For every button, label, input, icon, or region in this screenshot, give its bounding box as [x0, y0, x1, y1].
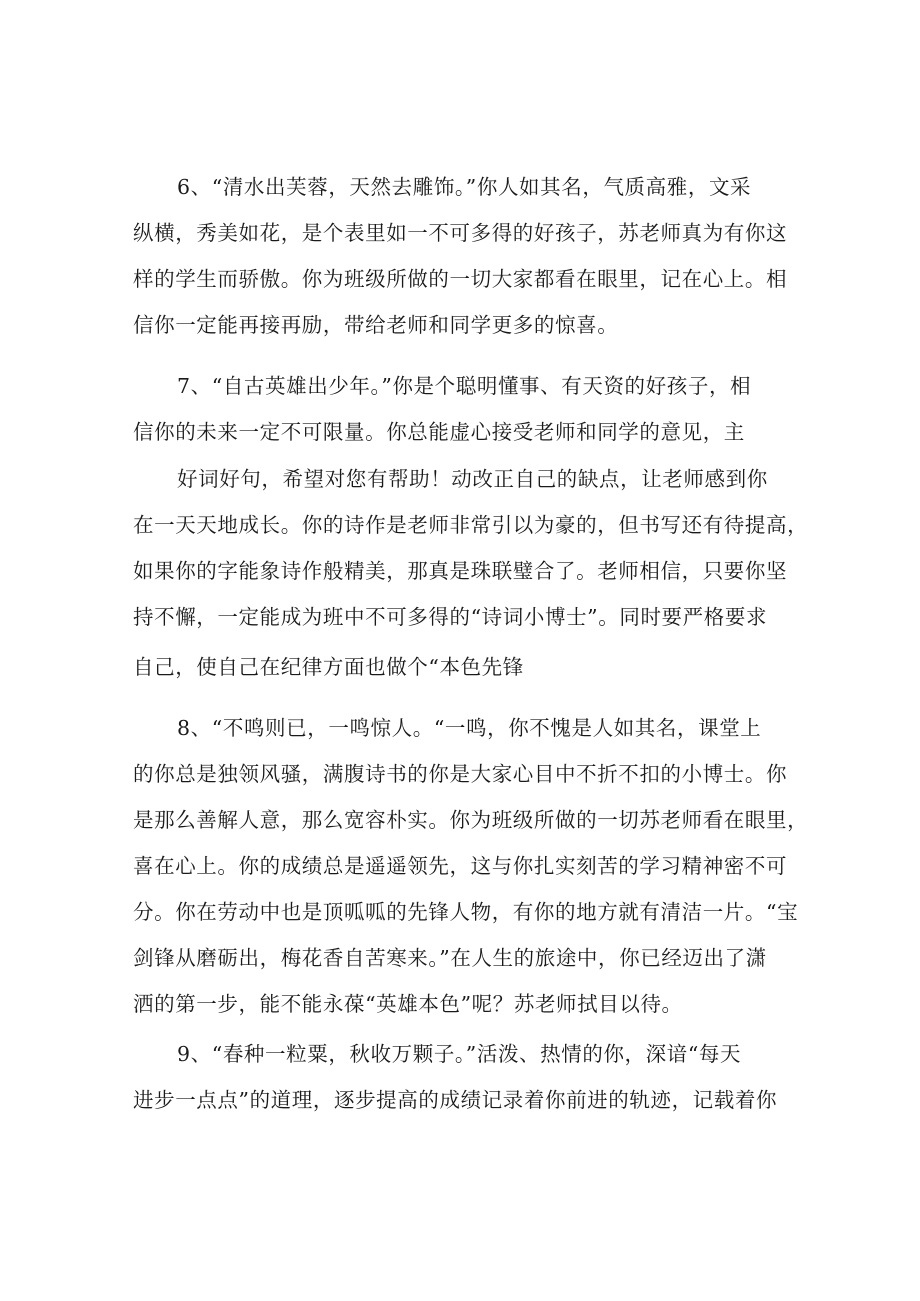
paragraph-9-line-1: 9、“春种一粒粟，秋收万颗子。”活泼、热情的你，深谙“每天 — [177, 1042, 742, 1066]
paragraph-7-line-2: 信你的未来一定不可限量。你总能虚心接受老师和同学的意见，主 — [133, 420, 745, 444]
paragraph-7b-line-3: 如果你的字能象诗作般精美，那真是珠联璧合了。老师相信，只要你坚 — [133, 559, 788, 583]
paragraph-7-line-1: 7、“自古英雄出少年。”你是个聪明懂事、有天资的好孩子，相 — [177, 374, 752, 398]
paragraph-9-line-2: 进步一点点”的道理，逐步提高的成绩记录着你前进的轨迹，记载着你 — [133, 1088, 778, 1112]
paragraph-8-line-4: 喜在心上。你的成绩总是遥遥领先，这与你扎实刻苦的学习精神密不可 — [133, 854, 788, 878]
paragraph-7b-line-4: 持不懈，一定能成为班中不可多得的“诗词小博士”。同时要严格要求 — [133, 605, 768, 629]
paragraph-7b-line-1: 好词好句，希望对您有帮助！动改正自己的缺点，让老师感到你 — [177, 467, 768, 491]
paragraph-7b-line-5: 自己，使自己在纪律方面也做个“本色先锋 — [133, 655, 524, 679]
paragraph-8-line-6: 剑锋从磨砺出，梅花香自苦寒来。”在人生的旅途中，你已经迈出了潇 — [133, 946, 767, 970]
paragraph-6-line-3: 样的学生而骄傲。你为班级所做的一切大家都看在眼里，记在心上。相 — [133, 267, 788, 291]
paragraph-6-line-2: 纵横，秀美如花，是个表里如一不可多得的好孩子，苏老师真为有你这 — [133, 221, 788, 245]
paragraph-8-line-2: 的你总是独领风骚，满腹诗书的你是大家心目中不折不扣的小博士。你 — [133, 762, 788, 786]
paragraph-8-line-7: 洒的第一步，能不能永葆“英雄本色”呢？苏老师拭目以待。 — [133, 992, 683, 1016]
paragraph-8-line-1: 8、“不鸣则已，一鸣惊人。“一鸣，你不愧是人如其名，课堂上 — [177, 716, 762, 740]
paragraph-8-line-3: 是那么善解人意，那么宽容朴实。你为班级所做的一切苏老师看在眼里， — [133, 808, 809, 832]
paragraph-8-line-5: 分。你在劳动中也是顶呱呱的先锋人物，有你的地方就有清洁一片。“宝 — [133, 900, 799, 924]
paragraph-6-line-4: 信你一定能再接再励，带给老师和同学更多的惊喜。 — [133, 313, 619, 337]
paragraph-6-line-1: 6、“清水出芙蓉，天然去雕饰。”你人如其名，气质高雅，文采 — [177, 175, 752, 199]
paragraph-7b-line-2: 在一天天地成长。你的诗作是老师非常引以为豪的，但书写还有待提高， — [133, 513, 809, 537]
